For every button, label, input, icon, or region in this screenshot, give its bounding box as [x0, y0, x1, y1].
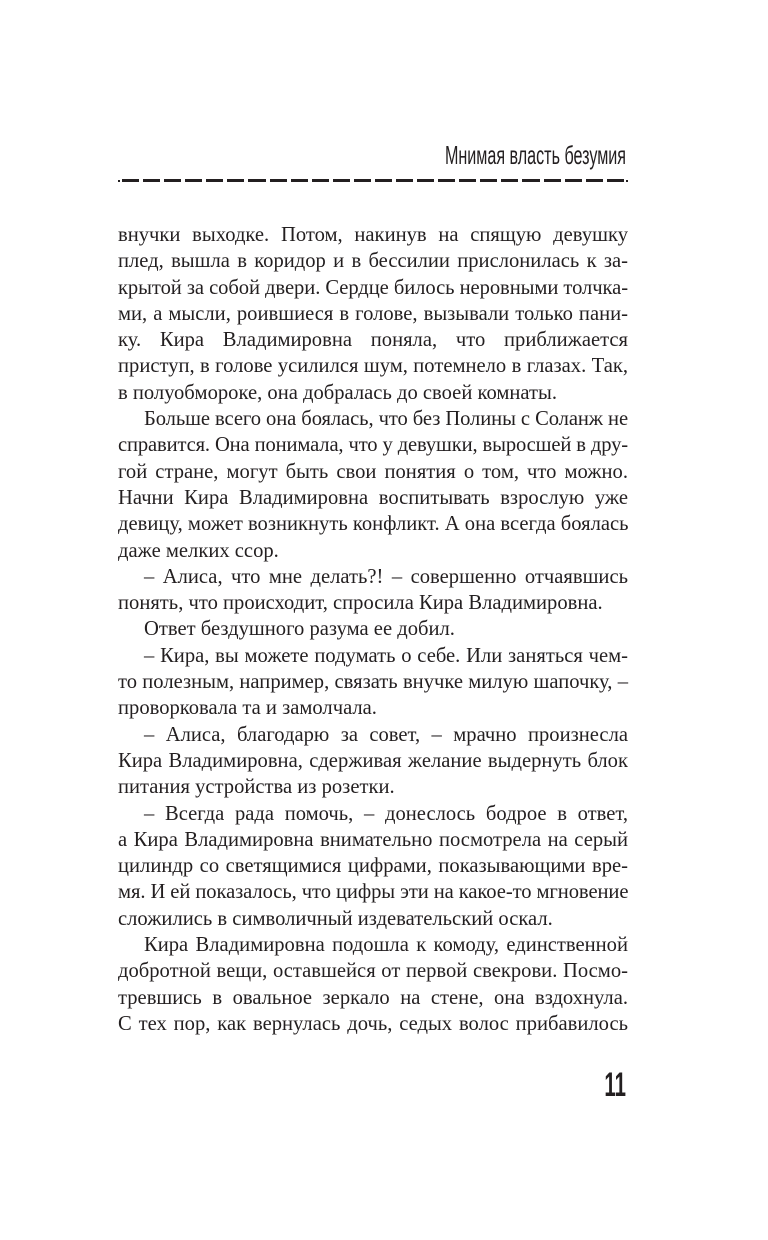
text-line: мя. И ей показалось, что цифры эти на какое-то мгновение [118, 881, 629, 904]
text-line: Больше всего она боялась, что без Полины с Соланж не [144, 408, 628, 431]
text-line: – Алиса, что мне делать?! – совершенно отчаявшись [144, 565, 628, 588]
text-line: питания устройства из розетки. [118, 776, 395, 799]
text-line: девицу, может возникнуть конфликт. А она всегда боялась [118, 513, 629, 536]
text-line: цилиндр со светящимися цифрами, показывающими вре- [118, 855, 628, 878]
text-line: гой стране, могут быть свои понятия о том, что можно. [118, 460, 628, 483]
text-line: – Кира, вы можете подумать о себе. Или заняться чем- [144, 644, 628, 667]
text-line: ми, а мысли, роившиеся в голове, вызывали только пани- [118, 302, 628, 325]
text-line: тревшись в овальное зеркало на стене, она вздохнула. [118, 986, 628, 1009]
text-line: справится. Она понимала, что у девушки, выросшей в дру- [118, 434, 628, 457]
text-line: приступ, в голове усилился шум, потемнело в глазах. Так, [118, 355, 628, 378]
running-head: Мнимая власть безумия [444, 140, 626, 170]
text-line: Кира Владимировна, сдерживая желание выдернуть блок [118, 749, 628, 772]
text-line: внучки выходке. Потом, накинув на спящую девушку [118, 224, 628, 246]
text-line: понять, что происходит, спросила Кира Владимировна. [118, 592, 603, 615]
text-line: то полезным, например, связать внучке милую шапочку, – [118, 671, 628, 694]
body-text [118, 222, 628, 1037]
text-line: Начни Кира Владимировна воспитывать взрослую уже [118, 486, 628, 509]
text-line: – Всегда рада помочь, – донеслось бодрое в ответ, [144, 802, 628, 825]
text-line: Ответ бездушного разума ее добил. [144, 618, 455, 641]
text-line: даже мелких ссор. [118, 539, 279, 562]
text-line: а Кира Владимировна внимательно посмотрела на серый [118, 828, 628, 851]
text-line: в полуобмороке, она добралась до своей комнаты. [118, 381, 557, 404]
page-number: 11 [604, 1066, 626, 1104]
text-line: проворковала та и замолчала. [118, 697, 377, 720]
text-line: ку. Кира Владимировна поняла, что приближается [118, 329, 628, 352]
text-line: Кира Владимировна подошла к комоду, единственной [144, 934, 628, 957]
text-line: добротной вещи, оставшейся от первой свекрови. Посмо- [118, 960, 628, 983]
text-line: сложились в символичный издевательский оскал. [118, 907, 553, 930]
header-rule [118, 178, 628, 183]
text-line: – Алиса, благодарю за совет, – мрачно произнесла [144, 723, 628, 746]
text-line: плед, вышла в коридор и в бессилии прислонилась к за- [118, 250, 628, 273]
text-line: крытой за собой двери. Сердце билось неровными толчка- [118, 276, 628, 299]
text-line: С тех пор, как вернулась дочь, седых волос прибавилось [118, 1012, 628, 1035]
